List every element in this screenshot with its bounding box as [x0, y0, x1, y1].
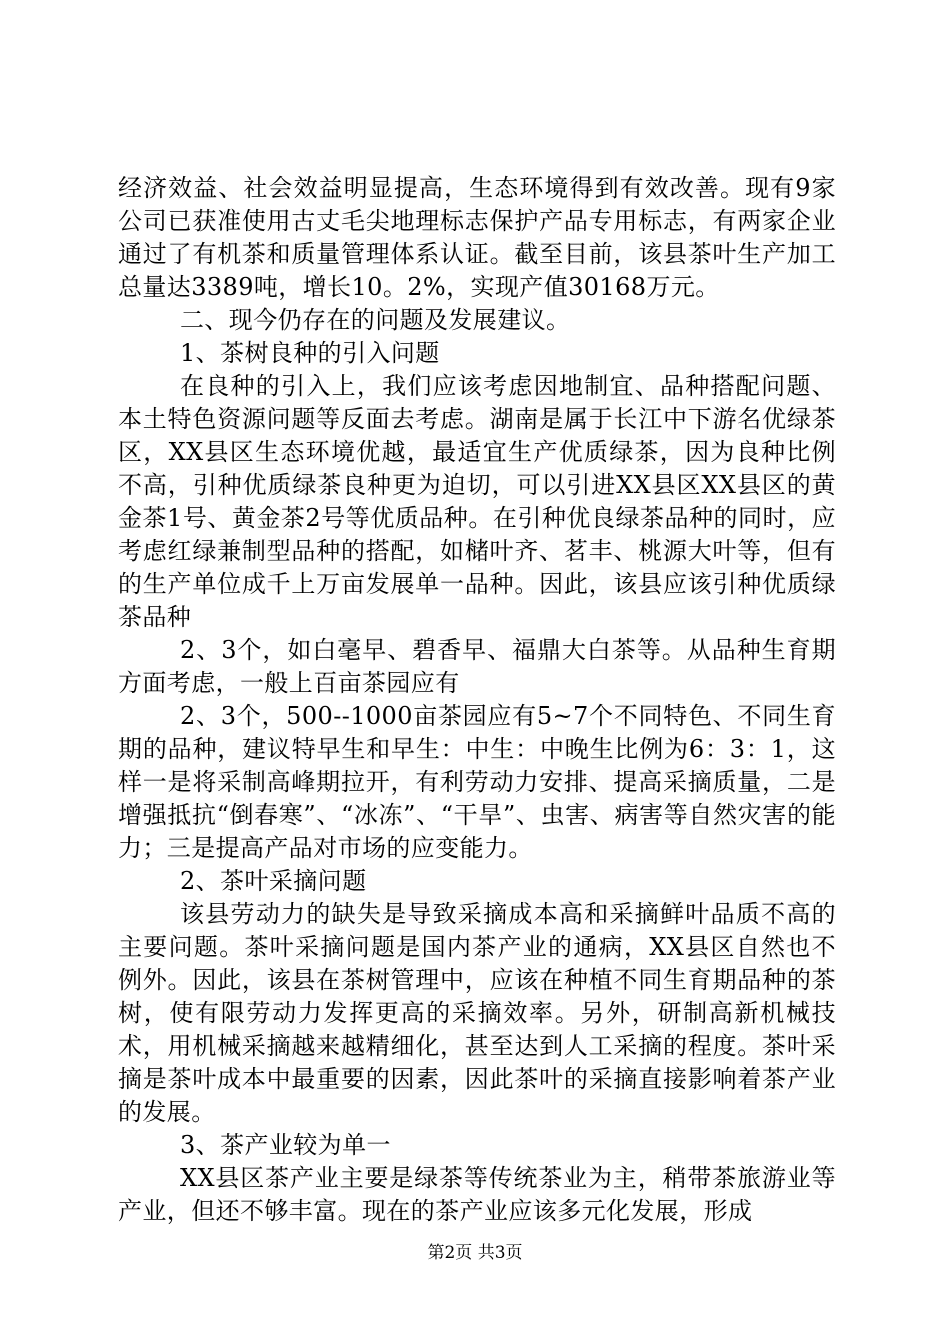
paragraph-single-industry: XX县区茶产业主要是绿茶等传统茶业为主，稍带茶旅游业等产业，但还不够丰富。现在的茶产业应该多元化发展，形成: [118, 1164, 836, 1225]
page-number: 第2页 共3页: [427, 1243, 523, 1263]
paragraph-1: 经济效益、社会效益明显提高，生态环境得到有效改善。现有9家公司已获准使用古丈毛尖地理标志保护产品专用标志，有两家企业通过了有机茶和质量管理体系认证。截至目前，该县茶叶生产加工总量达3389吨，增长10。2%，实现产值30168万元。: [118, 174, 836, 301]
paragraph-variety-count: 2、3个，如白毫早、碧香早、福鼎大白茶等。从品种生育期方面考虑，一般上百亩茶园应有: [118, 636, 836, 697]
section-heading-problems: 二、现今仍存在的问题及发展建议。: [180, 306, 571, 334]
paragraph-variety-introduction: 在良种的引入上，我们应该考虑因地制宜、品种搭配问题、本土特色资源问题等反面去考虑。湖南是属于长江中下游名优绿茶区，XX县区生态环境优越，最适宜生产优质绿茶，因为良种比例不高，引种优质绿茶良种更为迫切，可以引进XX县区XX县区的黄金茶1号、黄金茶2号等优质品种。在引种优良绿茶品种的同时，应考虑红绿兼制型品种的搭配，如槠叶齐、茗丰、桃源大叶等，但有的生产单位成千上万亩发展单一品种。因此，该县应该引种优质绿茶品种: [118, 372, 836, 631]
body-text: [118, 172, 836, 1228]
subheading-tea-picking: 2、茶叶采摘问题: [180, 867, 367, 895]
paragraph-variety-ratio: 2、3个，500--1000亩茶园应有5~7个不同特色、不同生育期的品种，建议特早生和早生：中生：中晚生比例为6：3：1，这样一是将采制高峰期拉开，有利劳动力安排、提高采摘质量，二是增强抵抗“倒春寒”、“冰冻”、“干旱”、虫害、病害等自然灾害的能力；三是提高产品对市场的应变能力。: [118, 702, 836, 862]
paragraph-tea-picking: 该县劳动力的缺失是导致采摘成本高和采摘鲜叶品质不高的主要问题。茶叶采摘问题是国内茶产业的通病，XX县区自然也不例外。因此，该县在茶树管理中，应该在种植不同生育期品种的茶树，使有限劳动力发挥更高的采摘效率。另外，研制高新机械技术，用机械采摘越来越精细化，甚至达到人工采摘的程度。茶叶采摘是茶叶成本中最重要的因素，因此茶叶的采摘直接影响着茶产业的发展。: [118, 900, 836, 1126]
subheading-single-industry: 3、茶产业较为单一: [180, 1131, 391, 1159]
subheading-variety-introduction: 1、茶树良种的引入问题: [180, 339, 440, 367]
